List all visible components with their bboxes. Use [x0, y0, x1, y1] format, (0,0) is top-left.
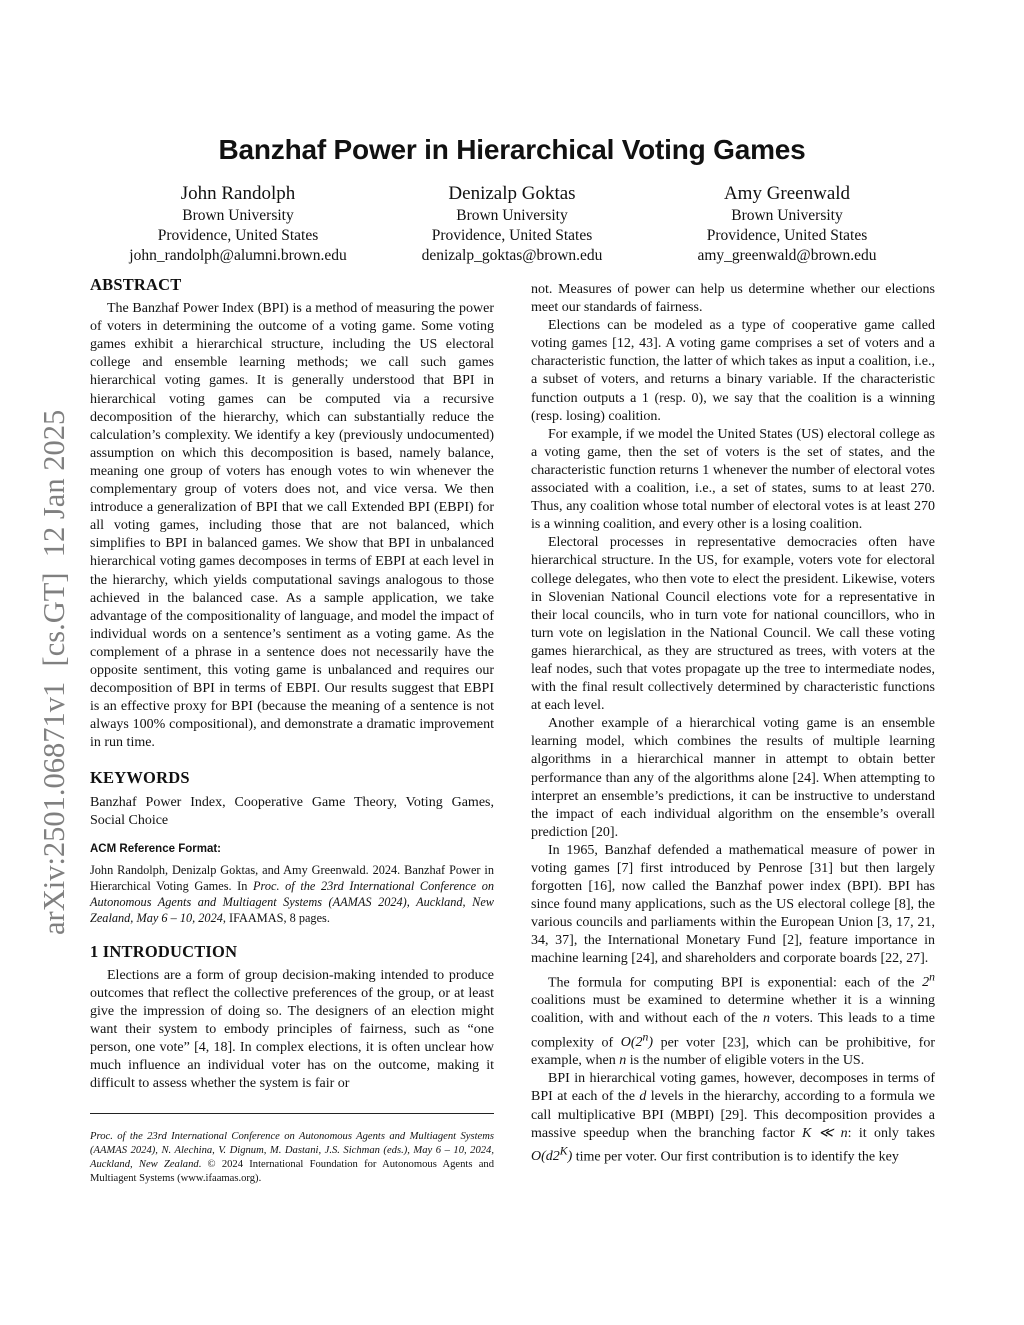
- math-part: O(: [620, 1035, 636, 1051]
- acm-reference: [90, 840, 494, 926]
- footnote-rest: . © 2024 International Foundation for Autonomous Agents and Multiagent Systems (www.ifaamas.org).: [90, 1159, 494, 1184]
- text-run: per voter [23], which can be prohibitive, for example, when: [531, 1035, 935, 1069]
- text-run: : it only takes: [847, 1125, 935, 1141]
- intro-paragraph-8: [531, 1070, 935, 1166]
- paper-title: Banzhaf Power in Hierarchical Voting Games: [218, 134, 806, 165]
- math-sup: K: [559, 1144, 568, 1158]
- intro-paragraph-3: For example, if we model the United States (US) electoral college as a voting game, then the set of voters is the set of states, and the characteristic function returns 1 whenever the number of electoral votes associated with a coalition, i.e., a set of states, sums to at least 270. Thus, any coalition whose total number of electoral votes is at least 270 is a winning coalition, and every other is a losing coalition.: [531, 426, 935, 533]
- right-column: [531, 281, 935, 1166]
- author-email: denizalp_goktas@brown.edu: [421, 247, 603, 264]
- author-location: Providence, United States: [157, 227, 319, 244]
- intro-paragraph-5: Another example of a hierarchical voting game is an ensemble learning model, which combines the results of multiple learning algorithms in a hierarchical manner in attempt to obtain better performance than any of the algorithms alone [24]. When attempting to interpret an ensemble’s predictions, it can be instructive to understand the impact of each individual algorithm on the ensemble’s overall prediction [20].: [531, 716, 935, 840]
- introduction-heading: 1 INTRODUCTION: [90, 941, 238, 961]
- math-k-ll-n: K ≪ n: [802, 1125, 848, 1141]
- author-affiliation: Brown University: [456, 207, 568, 224]
- math-base: 2: [635, 1035, 643, 1051]
- author-location: Providence, United States: [431, 227, 593, 244]
- math-d: d: [639, 1089, 647, 1105]
- abstract-text: The Banzhaf Power Index (BPI) is a method of measuring the power of voters in determining the outcome of a voting game. Some voting games exhibit a hierarchical structure, including the US electoral college and ensemble learning methods; we call such games hierarchical voting games. It is generally understood that BPI in hierarchical voting games can be computed via a recursive decomposition of the hierarchy, which can substantially reduce the calculation’s complexity. We identify a key (previously undocumented) assumption on which this decomposition is based, namely balance, meaning one group of voters has enough votes to win whenever the complementary group of voters does not, and vice versa. We then introduce a generalization of BPI that we call Extended BPI (EBPI) for all voting games, including those that are not balanced, which simplifies to BPI in balanced games. We show that BPI in unbalanced hierarchical voting games decomposes in terms of EBPI at each level in the hierarchy, which yields computational savings analogous to those achieved in the balanced case. As a sample application, we take advantage of the compositionality of language, and model the impact of individual words on a sentence’s sentiment as a voting game. As the complement of a phrase in a sentence does not necessarily have the opposite sentiment, this voting game is unbalanced and requires our decomposition of BPI in terms of EBPI. Our results suggest that EBPI is an effective proxy for BPI (because the meaning of a sentence is not always 100% compositional), and demonstrate a dramatic improvement in run time.: [90, 301, 494, 751]
- author-name: Amy Greenwald: [723, 183, 851, 204]
- author-email: john_randolph@alumni.brown.edu: [129, 247, 347, 264]
- author-block-1: [78, 182, 398, 266]
- acm-reference-text: [90, 862, 494, 926]
- arxiv-identifier: [26, 360, 78, 940]
- arxiv-id-text: arXiv:2501.06871v1 [cs.GT] 12 Jan 2025: [37, 409, 71, 935]
- abstract-heading: ABSTRACT: [90, 275, 182, 294]
- footnote: [90, 1130, 494, 1186]
- text-run: coalitions must be examined to determine whether it is a winning coalition, with and without each of the: [531, 993, 935, 1027]
- text-run: is the number of eligible voters in the US.: [626, 1053, 865, 1069]
- author-location: Providence, United States: [706, 227, 868, 244]
- math-o-d2k: [531, 1144, 573, 1165]
- math-o-2n: [620, 1030, 654, 1051]
- math-sup: n: [929, 970, 935, 984]
- intro-paragraph-1: Elections are a form of group decision-making intended to produce outcomes that reflect the collective preferences of the group, or at least give the impression of doing so. The designers of an election might want their system to embody principles of fairness, such as “one person, one vote” [4, 18]. In complex elections, it is often unclear how much influence an individual voter has on the outcome, making it difficult to assess whether the system is fair or: [90, 967, 494, 1092]
- left-column: [90, 276, 494, 1094]
- author-block-2: [352, 182, 672, 266]
- intro-paragraph-2: Elections can be modeled as a type of cooperative game called voting games [12, 43]. A voting game comprises a set of voters and a characteristic function, the latter of which takes as input a coalition, i.e., a subset of voters, and returns a binary variable. If the characteristic function outputs a 1 (resp. 0), we say that the coalition is a winning (resp. losing) coalition.: [531, 318, 935, 424]
- math-part: ): [567, 1149, 573, 1165]
- author-block-3: [627, 182, 947, 266]
- text-run: BPI in hierarchical voting games, however, decomposes in terms of BPI at each of the: [531, 1071, 935, 1105]
- text-run: time per voter. Our first contribution is to identify the key: [572, 1149, 899, 1165]
- keywords-text: Banzhaf Power Index, Cooperative Game Theory, Voting Games, Social Choice: [90, 794, 494, 828]
- text-run: The formula for computing BPI is exponential: each of the: [548, 975, 923, 991]
- intro-paragraph-6: In 1965, Banzhaf defended a mathematical measure of power in voting games [7] first introduced by Penrose [31] but then largely forgotten [16], now called the Banzhaf power index (BPI). BPI has since found many applications, such as the US electoral college [8], the various councils and parliaments within the European Union [3, 17, 21, 34, 37], the International Monetary Fund [2], feature importance in machine learning [24], and shareholders and corporate boards [22, 27].: [531, 842, 935, 967]
- acm-reference-heading: ACM Reference Format:: [90, 842, 221, 855]
- text-run: voters. This leads to a time complexity of: [531, 1011, 935, 1051]
- footnote-divider: [90, 1113, 494, 1114]
- math-part: ): [648, 1035, 654, 1051]
- math-base: 2: [922, 975, 930, 991]
- intro-paragraph-7: [531, 969, 935, 1071]
- math-n: n: [763, 1011, 770, 1027]
- author-name: John Randolph: [180, 183, 296, 204]
- footnote-proc: Proc. of the 23rd International Conference on Autonomous Agents and Multiagent Systems (AAMAS 2024), N. Alechina, V. Dignum, M. Dastani, J.S. Sichman (eds.), May 6 – 10, 2024, Auckland, New Zealand: [90, 1131, 494, 1170]
- author-affiliation: Brown University: [182, 207, 294, 224]
- math-n: n: [619, 1053, 627, 1069]
- acm-reference-proc: Proc. of the 23rd International Conference on Autonomous Agents and Multiagent Systems (AAMAS 2024), Auckland, New Zealand, May 6 – 10, 2024: [90, 878, 495, 925]
- keywords-heading: KEYWORDS: [90, 768, 190, 788]
- math-part: O(d2: [531, 1149, 560, 1165]
- math-sup: n: [642, 1030, 649, 1044]
- text-run: levels in the hierarchy, according to a formula we call multiplicative BPI (MBPI) [29]. This decomposition provides a massive speedup when the branching factor: [531, 1089, 935, 1141]
- intro-paragraph-4: Electoral processes in representative democracies often have hierarchical structure. In the US, for example, voters vote for electoral college delegates, who then vote to elect the president. Likewise, voters in Slovenian National Council elections vote for a representative in their local councils, who in turn vote for national councillors, who in turn vote on legislation in the National Council. We call these voting games hierarchical, as they are structured as trees, with voters at the leaf nodes, such that votes propagate up the tree to intermediate nodes, with the final result collectively determined by characteristic functions at each level.: [531, 535, 935, 714]
- math-2n: [922, 970, 935, 991]
- author-affiliation: Brown University: [731, 207, 843, 224]
- author-email: amy_greenwald@brown.edu: [697, 247, 877, 264]
- intro-paragraph-1-continued: not. Measures of power can help us determine whether our elections meet our standards of fairness.: [531, 282, 935, 316]
- author-name: Denizalp Goktas: [448, 183, 576, 204]
- acm-reference-tail: , IFAAMAS, 8 pages.: [222, 910, 330, 925]
- acm-reference-authors: John Randolph, Denizalp Goktas, and Amy Greenwald. 2024. Banzhaf Power in Hierarchical Voting Games. In: [90, 862, 494, 893]
